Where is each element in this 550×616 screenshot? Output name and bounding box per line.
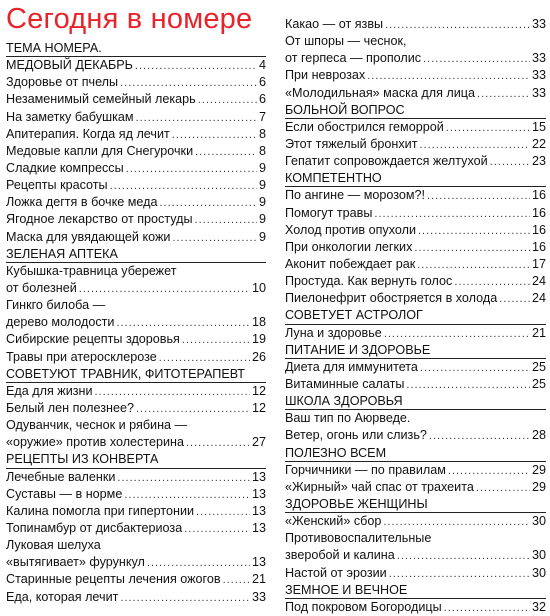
toc-entry-title: Суставы — в норме — [6, 486, 123, 501]
toc-entry — [285, 256, 546, 273]
section-heading — [285, 342, 546, 359]
dot-leader — [136, 110, 257, 126]
toc-page-number: 13 — [251, 486, 266, 501]
toc-page-number: 29 — [531, 462, 546, 477]
toc-entry — [6, 280, 266, 297]
section-heading — [285, 102, 546, 119]
dot-leader — [499, 291, 530, 307]
toc-entry-line — [285, 530, 546, 547]
toc-entry-title: Еда для жизни — [6, 383, 93, 398]
toc-entry — [6, 589, 266, 606]
section-heading — [6, 366, 266, 383]
section-heading-text: ЗЕЛЕНАЯ АПТЕКА — [6, 246, 118, 261]
toc-page-number: 7 — [258, 109, 266, 124]
toc-entry — [6, 486, 266, 503]
toc-entry — [6, 520, 266, 537]
toc-entry-title: «оружие» против холестерина — [6, 435, 184, 450]
dot-leader — [116, 315, 250, 331]
toc-entry — [285, 462, 546, 479]
toc-entry — [285, 67, 546, 84]
toc-entry — [285, 290, 546, 307]
dot-leader — [490, 154, 530, 170]
dot-leader — [414, 240, 530, 256]
toc-entry-title: «вытягивает» фурункул — [6, 555, 145, 570]
toc-entry-title: Калина помогла при гипертонии — [6, 503, 195, 518]
toc-entry — [285, 599, 546, 616]
toc-entry — [285, 325, 546, 342]
toc-entry-title: Помогут травы — [285, 205, 373, 220]
toc-page-number: 4 — [258, 58, 266, 73]
section-heading-text: ШКОЛА ЗДОРОВЬЯ — [285, 394, 403, 409]
section-heading-text: СОВЕТУЮТ ТРАВНИК, ФИТОТЕРАПЕВТ — [6, 366, 246, 381]
toc-entry — [6, 571, 266, 588]
toc-entry — [6, 469, 266, 486]
toc-page-number: 21 — [251, 572, 266, 587]
toc-page-number: 8 — [258, 143, 266, 158]
dot-leader — [397, 548, 530, 564]
toc-entry-title: Сладкие компрессы — [6, 160, 124, 175]
section-heading — [6, 451, 266, 468]
toc-page-number: 16 — [531, 222, 546, 237]
toc-page-number: 24 — [531, 274, 546, 289]
toc-entry-title: дерево молодости — [6, 315, 115, 330]
toc-entry-title: Под покровом Богородицы — [285, 599, 442, 614]
toc-entry — [6, 314, 266, 331]
toc-entry-title: На заметку бабушкам — [6, 109, 134, 124]
toc-entry — [6, 331, 266, 348]
dot-leader — [406, 377, 530, 393]
toc-entry-title: Сибирские рецепты здоровья — [6, 332, 180, 347]
toc-entry — [285, 547, 546, 564]
dot-leader — [120, 590, 250, 606]
toc-entry-line — [6, 263, 266, 280]
toc-entry-title: от герпеса — прополис — [285, 51, 422, 66]
toc-page-number: 13 — [251, 555, 266, 570]
dot-leader — [198, 92, 257, 108]
toc-entry-title: Ваш тип по Аюрведе. — [285, 411, 411, 426]
toc-page-number: 26 — [251, 349, 266, 364]
dot-leader — [444, 600, 530, 616]
toc-entry-title: Луна и здоровье — [285, 325, 382, 340]
toc-entry-title: Медовые капли для Снегурочки — [6, 143, 194, 158]
toc-entry — [285, 479, 546, 496]
toc-entry-line — [6, 537, 266, 554]
page-title: Сегодня в номере — [6, 3, 253, 35]
toc-entry — [285, 136, 546, 153]
toc-entry-title: Гепатит сопровождается желтухой — [285, 154, 488, 169]
toc-page-number: 16 — [531, 239, 546, 254]
toc-entry-title: от болезней — [6, 280, 77, 295]
toc-left-column — [6, 40, 266, 606]
toc-entry-title: Здоровье от пчелы — [6, 75, 119, 90]
dot-leader — [417, 257, 530, 273]
toc-page-number: 25 — [531, 376, 546, 391]
dot-leader — [476, 480, 530, 496]
dot-leader — [117, 470, 250, 486]
toc-entry — [6, 554, 266, 571]
toc-entry-title: Еда, которая лечит — [6, 589, 119, 604]
toc-page-number: 28 — [531, 428, 546, 443]
toc-entry-title: Маска для увядающей кожи — [6, 229, 171, 244]
section-heading — [285, 393, 546, 410]
toc-entry-line — [6, 417, 266, 434]
toc-page-number: 12 — [251, 383, 266, 398]
toc-entry-title: Простуда. Как вернуть голос — [285, 274, 453, 289]
toc-entry-title: По ангине — морозом?! — [285, 188, 426, 203]
toc-page-number: 9 — [258, 160, 266, 175]
toc-page-number: 9 — [258, 212, 266, 227]
dot-leader — [374, 206, 530, 222]
dot-leader — [423, 51, 530, 67]
toc-entry-title: Ягодное лекарство от простуды — [6, 212, 193, 227]
toc-page-number: 30 — [531, 548, 546, 563]
toc-entry — [285, 359, 546, 376]
toc-entry-line — [285, 33, 546, 50]
toc-page-number: 13 — [251, 520, 266, 535]
section-heading-text: ПИТАНИЕ И ЗДОРОВЬЕ — [285, 342, 431, 357]
section-heading — [6, 40, 266, 57]
toc-entry-title: Старинные рецепты лечения ожогов — [6, 572, 221, 587]
toc-page-number: 16 — [531, 188, 546, 203]
dot-leader — [223, 572, 250, 588]
dot-leader — [448, 463, 530, 479]
dot-leader — [385, 17, 530, 33]
toc-entry — [6, 211, 266, 228]
toc-page-number: 18 — [251, 315, 266, 330]
toc-entry-title: МЕДОВЫЙ ДЕКАБРЬ — [6, 58, 133, 73]
toc-entry — [6, 57, 266, 74]
dot-leader — [110, 178, 257, 194]
section-heading-text: РЕЦЕПТЫ ИЗ КОНВЕРТА — [6, 452, 159, 467]
toc-entry-title: Этот тяжелый бронхит — [285, 136, 418, 151]
toc-entry-title: Если обострился геморрой — [285, 119, 444, 134]
toc-page-number: 9 — [258, 229, 266, 244]
dot-leader — [135, 58, 257, 74]
dot-leader — [79, 281, 250, 297]
toc-entry-title: От шпоры — чеснок, — [285, 34, 407, 49]
toc-page-number: 6 — [258, 92, 266, 107]
toc-page-number: 6 — [258, 75, 266, 90]
toc-page-number: 30 — [531, 565, 546, 580]
toc-entry-title: Белый лен полезнее? — [6, 400, 134, 415]
dot-leader — [184, 521, 250, 537]
toc-page-number: 12 — [251, 400, 266, 415]
toc-page-number: 29 — [531, 479, 546, 494]
toc-page-number: 22 — [531, 136, 546, 151]
toc-entry — [6, 229, 266, 246]
toc-entry-title: «Молодильная» маска для лица — [285, 85, 476, 100]
toc-entry-title: Луковая шелуха — [6, 538, 101, 553]
dot-leader — [389, 566, 530, 582]
dot-leader — [195, 144, 257, 160]
section-heading-text: ТЕМА НОМЕРА. — [6, 41, 102, 55]
toc-page-number: 24 — [531, 291, 546, 306]
toc-page-number: 13 — [251, 469, 266, 484]
toc-entry-title: Одуванчик, чеснок и рябина — — [6, 418, 188, 433]
dot-leader — [159, 350, 250, 366]
toc-entry-title: Какао — от язвы — [285, 17, 384, 31]
toc-entry — [6, 74, 266, 91]
toc-entry — [6, 400, 266, 417]
toc-entry — [6, 177, 266, 194]
toc-entry-title: зверобой и калина — [285, 548, 395, 563]
section-heading — [285, 445, 546, 462]
dot-leader — [367, 68, 530, 84]
toc-entry — [285, 565, 546, 582]
toc-entry — [285, 16, 546, 33]
toc-entry-title: Пиелонефрит обостряется в холода — [285, 291, 498, 306]
toc-entry — [6, 160, 266, 177]
toc-entry — [285, 222, 546, 239]
dot-leader — [446, 120, 530, 136]
dot-leader — [477, 86, 530, 102]
toc-entry-title: Холод против опухоли — [285, 222, 416, 237]
toc-page-number: 30 — [531, 514, 546, 529]
dot-leader — [195, 212, 257, 228]
dot-leader — [95, 384, 250, 400]
dot-leader — [124, 487, 250, 503]
toc-page-number: 8 — [258, 126, 266, 141]
toc-entry-title: Противовоспалительные — [285, 531, 432, 546]
toc-page-number: 33 — [531, 51, 546, 66]
section-heading — [285, 307, 546, 324]
toc-entry-title: При онкологии легких — [285, 239, 413, 254]
toc-entry-title: Настой от эрозии — [285, 565, 387, 580]
toc-entry — [6, 503, 266, 520]
toc-page-number: 19 — [251, 332, 266, 347]
toc-entry — [285, 239, 546, 256]
toc-page-number: 33 — [531, 68, 546, 83]
toc-entry — [6, 109, 266, 126]
toc-entry — [285, 427, 546, 444]
section-heading-text: ПОЛЕЗНО ВСЕМ — [285, 445, 387, 460]
dot-leader — [182, 332, 250, 348]
toc-entry-title: Аконит побеждает рак — [285, 256, 416, 271]
dot-leader — [120, 75, 257, 91]
toc-page-number: 33 — [251, 589, 266, 604]
toc-entry — [285, 85, 546, 102]
toc-entry — [285, 273, 546, 290]
toc-entry-title: «Женский» сбор — [285, 514, 382, 529]
dot-leader — [172, 230, 257, 246]
toc-entry-title: Диета для иммунитета — [285, 359, 418, 374]
toc-entry-title: Топинамбур от дисбактериоза — [6, 520, 183, 535]
toc-entry-title: Травы при атеросклерозе — [6, 349, 157, 364]
section-heading-text: КОМПЕТЕНТНО — [285, 171, 382, 186]
toc-right-column — [285, 16, 546, 616]
dot-leader — [418, 223, 530, 239]
section-heading — [285, 582, 546, 599]
section-heading — [285, 170, 546, 187]
toc-entry-title: Ложка дегтя в бочке меда — [6, 195, 158, 210]
toc-entry — [6, 126, 266, 143]
dot-leader — [420, 360, 530, 376]
dot-leader — [383, 514, 530, 530]
toc-entry — [6, 383, 266, 400]
toc-entry-line — [285, 410, 546, 427]
toc-entry — [285, 153, 546, 170]
toc-page-number: 32 — [531, 599, 546, 614]
toc-entry — [285, 376, 546, 393]
toc-entry — [6, 143, 266, 160]
toc-entry-title: Горчичники — по правилам — [285, 462, 446, 477]
toc-entry-title: Кубышка-травница убережет — [6, 263, 177, 278]
toc-page-number: 10 — [251, 280, 266, 295]
dot-leader — [126, 161, 257, 177]
toc-entry-title: Рецепты красоты — [6, 178, 108, 193]
section-heading — [285, 496, 546, 513]
dot-leader — [419, 137, 530, 153]
section-heading-text: ЗЕМНОЕ И ВЕЧНОЕ — [285, 582, 408, 597]
toc-page-number: 9 — [258, 178, 266, 193]
dot-leader — [136, 401, 250, 417]
toc-entry — [6, 349, 266, 366]
toc-entry-title: Лечебные валенки — [6, 469, 116, 484]
toc-entry — [285, 513, 546, 530]
toc-page-number: 16 — [531, 205, 546, 220]
toc-entry — [285, 187, 546, 204]
toc-page-number: 9 — [258, 195, 266, 210]
dot-leader — [454, 274, 530, 290]
toc-page-number: 13 — [251, 503, 266, 518]
dot-leader — [147, 555, 250, 571]
toc-entry-title: «Жирный» чай спас от трахеита — [285, 479, 474, 494]
dot-leader — [172, 127, 257, 143]
toc-entry-title: Незаменимый семейный лекарь — [6, 92, 196, 107]
toc-entry — [285, 205, 546, 222]
toc-entry-title: Апитерапия. Когда яд лечит — [6, 126, 170, 141]
dot-leader — [429, 428, 530, 444]
toc-entry-title: Ветер, огонь или слизь? — [285, 428, 427, 443]
toc-page-number: 25 — [531, 359, 546, 374]
toc-page-number: 15 — [531, 119, 546, 134]
section-heading-text: СОВЕТУЕТ АСТРОЛОГ — [285, 308, 423, 323]
toc-page-number: 21 — [531, 325, 546, 340]
dot-leader — [427, 188, 530, 204]
toc-entry — [285, 119, 546, 136]
toc-entry-title: Гинкго билоба — — [6, 298, 106, 313]
toc-page-number: 17 — [531, 256, 546, 271]
section-heading-text: ЗДОРОВЬЕ ЖЕНЩИНЫ — [285, 496, 428, 511]
toc-entry-title: При неврозах — [285, 68, 366, 83]
toc-entry-line — [6, 297, 266, 314]
dot-leader — [159, 195, 257, 211]
toc-entry-title: Витаминные салаты — [285, 376, 405, 391]
toc-entry — [285, 50, 546, 67]
dot-leader — [384, 326, 530, 342]
toc-entry — [6, 194, 266, 211]
toc-page-number: 33 — [531, 17, 546, 31]
toc-entry — [6, 91, 266, 108]
section-heading — [6, 246, 266, 263]
section-heading-text: БОЛЬНОЙ ВОПРОС — [285, 102, 405, 117]
dot-leader — [186, 435, 250, 451]
toc-entry — [6, 434, 266, 451]
toc-page-number: 27 — [251, 435, 266, 450]
toc-page-number: 33 — [531, 85, 546, 100]
toc-page-number: 23 — [531, 154, 546, 169]
